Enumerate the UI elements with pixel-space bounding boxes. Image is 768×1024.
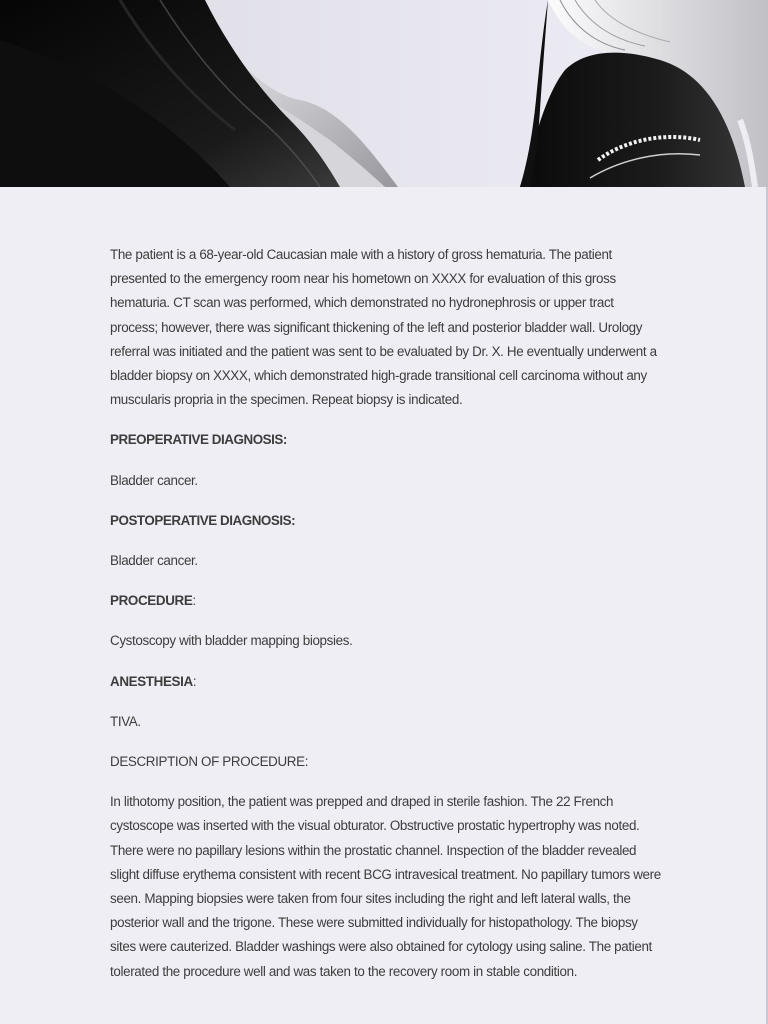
- postoperative-diagnosis-heading: POSTOPERATIVE DIAGNOSIS:: [110, 512, 296, 528]
- postoperative-diagnosis-value: Bladder cancer.: [110, 553, 198, 569]
- preoperative-diagnosis-heading: PREOPERATIVE DIAGNOSIS:: [110, 432, 287, 448]
- preoperative-diagnosis-value: Bladder cancer.: [110, 472, 198, 488]
- procedure-value: Cystoscopy with bladder mapping biopsies.: [110, 633, 353, 649]
- anesthesia-heading-label: ANESTHESIA: [110, 673, 193, 689]
- procedure-heading-label: PROCEDURE: [110, 593, 193, 609]
- description-of-procedure-heading: DESCRIPTION OF PROCEDURE:: [110, 754, 309, 770]
- description-of-procedure-paragraph: In lithotomy position, the patient was prepped and draped in sterile fashion. The 22 French cystoscope was inserted with the visual obturator. Obstructive prostatic hypertrophy was noted. There were no papillary lesions within the prostatic channel. Inspection of the bladder revealed slight diffuse erythema consistent with recent BCG intravesical treatment. No papillary tumors were seen. Mapping biopsies were taken from four sites including the right and left lateral walls, the posterior wall and the trigone. These were submitted individually for histopathology. The biopsy sites were cauterized. Bladder washings were also obtained for cytology using saline. The patient tolerated the procedure well and was taken to the recovery room in stable condition.: [110, 794, 661, 979]
- header-banner-image: [0, 0, 768, 187]
- procedure-heading: [110, 589, 662, 613]
- procedure-heading-colon: :: [192, 593, 196, 609]
- anesthesia-heading: [110, 670, 662, 694]
- anesthesia-heading-colon: :: [192, 673, 197, 689]
- anesthesia-value: TIVA.: [110, 713, 141, 729]
- intro-paragraph: The patient is a 68-year-old Caucasian male with a history of gross hematuria. The patient presented to the emergency room near his hometown on XXXX for evaluation of this gross hematuria. CT scan was performed, which demonstrated no hydronephrosis or upper tract process; however, there was significant thickening of the left and posterior bladder wall. Urology referral was initiated and the patient was sent to be evaluated by Dr. X. He eventually underwent a bladder biopsy on XXXX, which demonstrated high-grade transitional cell carcinoma without any muscularis propria in the specimen. Repeat biopsy is indicated.: [110, 247, 657, 408]
- document-body: [110, 243, 662, 1000]
